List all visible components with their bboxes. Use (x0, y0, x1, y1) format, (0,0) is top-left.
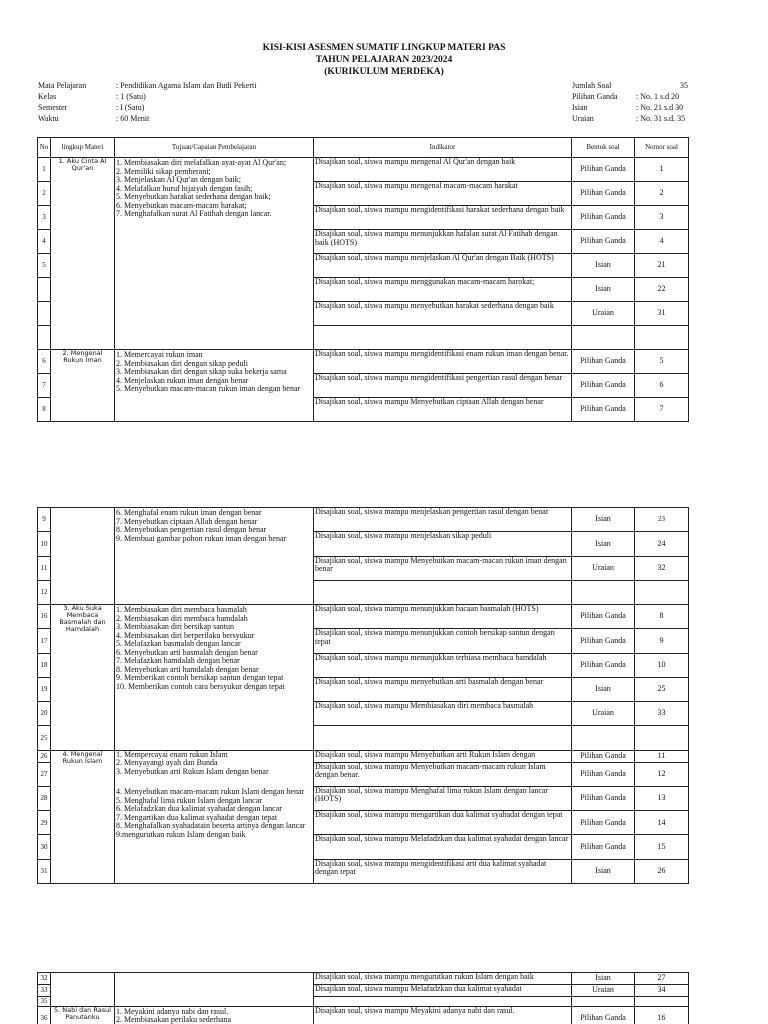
indikator-cell: Disajikan soal, siswa mampu mengidentifikasi harakat sederhana dengan baik (314, 206, 572, 230)
row-no: 16 (38, 605, 51, 629)
tujuan-item: 2. Membiasakan diri membaca hamdalah (116, 613, 248, 623)
bentuk-cell: Pilihan Ganda (572, 398, 635, 422)
tujuan-item: 2. Memiliki sikap pemberani; (116, 166, 211, 176)
row-no: 17 (38, 629, 51, 653)
row-no: 33 (38, 985, 51, 997)
nomor-cell (635, 997, 689, 1007)
tujuan-item: 9. Membuat gambar pohon rukun iman dengan benar (116, 533, 287, 543)
nomor-cell: 10 (635, 653, 689, 677)
tujuan-item: 1. Mempercayai enam rukun Islam (116, 750, 228, 759)
col-header-tujuan: Tujuan/Capaian Pembelajaran (115, 138, 314, 158)
row-no: 32 (38, 973, 51, 985)
col-header-nomor: Nomor soal (635, 138, 689, 158)
nomor-cell: 26 (635, 859, 689, 883)
materi-cell: 3. Aku Suka Membaca Basmalah dan Hamdalah (51, 605, 115, 751)
indikator-cell: Disajikan soal, siswa mampu menyebutkan harakat sederhana dengan baik (314, 302, 572, 326)
row-no: 1 (38, 158, 51, 182)
bentuk-cell: Pilihan Ganda (572, 762, 635, 786)
title-line-2: TAHUN PELAJARAN 2023/2024 (315, 55, 453, 65)
materi-cell (51, 508, 115, 605)
kisi-table-part-3 (37, 972, 689, 1024)
nomor-cell: 22 (635, 278, 689, 302)
meta-value: 35 (680, 81, 688, 90)
bentuk-cell: Isian (572, 973, 635, 985)
col-header-no: No (38, 138, 51, 158)
bentuk-cell: Pilihan Ganda (572, 158, 635, 182)
indikator-cell: Disajikan soal, siswa mampu menjelaskan Al Qur'an dengan Baik (HOTS) (314, 254, 572, 278)
indikator-cell: Disajikan soal, siswa mampu Menyebutkan macam-macam rukun Islam dengan benar. (314, 762, 572, 786)
tujuan-item: 1. Memercayai rukun iman (116, 350, 203, 359)
tujuan-cell (115, 750, 314, 884)
indikator-cell (314, 580, 572, 604)
tujuan-item: 6. Melafadzkan dua kalimat syahadat dengan lancar (116, 804, 282, 813)
bentuk-cell: Pilihan Ganda (572, 374, 635, 398)
bentuk-cell: Isian (572, 859, 635, 883)
bentuk-cell: Pilihan Ganda (572, 750, 635, 762)
bentuk-cell: Isian (572, 254, 635, 278)
row-no: 2 (38, 182, 51, 206)
tujuan-item: 3. Membiasakan diri dengan sikap suka bekerja sama (116, 367, 287, 376)
row-no: 30 (38, 835, 51, 859)
tujuan-item: 3. Menyebutkan arti Rukun Islam dengan benar (116, 766, 269, 776)
row-no: 35 (38, 997, 51, 1007)
tujuan-item: 9. Memberikan contoh bersikap santun dengan tepat (116, 673, 284, 682)
nomor-cell: 21 (635, 254, 689, 278)
materi-cell: 5. Nabi dan Rasul Panutanku (51, 1006, 115, 1024)
tujuan-item: 4. Membiasakan diri berperilaku bersyukur (116, 630, 255, 640)
row-no (38, 326, 51, 350)
indikator-cell: Disajikan soal, siswa mampu Melafadzkan dua kalimat syahadat dengan lancar (314, 835, 572, 859)
tujuan-item: 3. Membiasakan diri bersikap santun (116, 622, 234, 631)
col-header-bentuk: Bentuk soal (572, 138, 635, 158)
meta-label: Pilihan Ganda (572, 92, 618, 101)
nomor-cell: 9 (635, 629, 689, 653)
materi-cell: 1. Aku Cinta Al Qur'an (51, 158, 115, 350)
row-no: 12 (38, 580, 51, 604)
meta-value: : No. 21 s.d 30 (636, 103, 684, 112)
bentuk-cell: Pilihan Ganda (572, 182, 635, 206)
row-no (38, 278, 51, 302)
materi-cell: 4. Mengenal Rukun Islam (51, 750, 115, 884)
nomor-cell: 33 (635, 702, 689, 726)
indikator-cell: Disajikan soal, siswa mampu Membiasakan diri membaca basmalah (314, 702, 572, 726)
indikator-cell: Disajikan soal, siswa mampu Menyebutkan macam-macan rukun iman dengan benar (314, 556, 572, 580)
row-no (38, 302, 51, 326)
tujuan-item: 2. Menyayangi ayah dan Bunda (116, 758, 218, 767)
row-no: 20 (38, 702, 51, 726)
tujuan-item: 7. Melafazkan hamdalah dengan benar (116, 656, 240, 665)
row-no: 4 (38, 230, 51, 254)
bentuk-cell (572, 726, 635, 750)
tujuan-item: 8. Menyebutkan pengertian rasul dengan benar (116, 525, 267, 534)
meta-label: Jumlah Soal (572, 81, 612, 90)
row-no: 26 (38, 750, 51, 762)
meta-label: Uraian (572, 114, 594, 123)
row-no: 18 (38, 653, 51, 677)
tujuan-item: 2. Membiasakan perilaku sederhana (116, 1015, 232, 1024)
meta-value: : 1 (Satu) (116, 92, 146, 101)
meta-right-labels (572, 80, 618, 124)
tujuan-item: 7. Mengartikan dua kalimat syahadat dengan tepat (116, 812, 278, 822)
col-header-materi: lingkup Materi (51, 138, 115, 158)
nomor-cell: 14 (635, 811, 689, 835)
bentuk-cell (572, 580, 635, 604)
row-no: 36 (38, 1006, 51, 1024)
tujuan-item: 10. Memberikan contoh cara bersyukur dengan tepat (116, 681, 285, 691)
meta-value: : No. 31 s.d. 35 (636, 114, 686, 123)
tujuan-cell (115, 350, 314, 422)
row-no: 8 (38, 398, 51, 422)
meta-value: : Pendidikan Agama Islam dan Budi Pekerti (116, 81, 257, 90)
nomor-cell: 3 (635, 206, 689, 230)
indikator-cell: Disajikan soal, siswa mampu mengartikan dua kalimat syahadat dengan tepat (314, 811, 572, 835)
nomor-cell: 24 (635, 532, 689, 556)
indikator-cell: Disajikan soal, siswa mampu menunjukkan hafalan surat Al Fatihah dengan baik (HOTS) (314, 230, 572, 254)
indikator-cell: Disajikan soal, siswa mampu Menghafal lima rukun Islam dengan lancar (HOTS) (314, 786, 572, 810)
tujuan-item: 1. Membiasakan diri membaca basmalah (116, 605, 247, 614)
indikator-cell (314, 326, 572, 350)
nomor-cell: 16 (635, 1006, 689, 1024)
tujuan-item: 6. Menghafal enam rukun iman dengan benar (116, 508, 262, 517)
tujuan-item: 9.mengurutkan rukun Islam dengan baik (116, 829, 246, 839)
bentuk-cell (572, 326, 635, 350)
indikator-cell: Disajikan soal, siswa mampu Menyebutkan arti Rukun Islam dengan (314, 750, 572, 762)
row-no: 7 (38, 374, 51, 398)
nomor-cell (635, 580, 689, 604)
tujuan-item: 7. Menghafalkan surat Al Fatihah dengan lancar. (116, 209, 272, 218)
indikator-cell (314, 997, 572, 1007)
indikator-cell: Disajikan soal, siswa mampu Meyakini adanya nabi dan rasul. (314, 1006, 572, 1024)
tujuan-item: 4. Menjelaskan rukun iman dengan benar (116, 375, 249, 385)
tujuan-item: 8. Menyebutkan arti hamdalah dengan benar (116, 664, 259, 674)
materi-cell: 2. Mengenal Rukun Iman (51, 350, 115, 422)
materi-cell (51, 973, 115, 1007)
nomor-cell: 31 (635, 302, 689, 326)
nomor-cell: 5 (635, 350, 689, 374)
indikator-cell: Disajikan soal, siswa mampu mengidentifikasi pengertian rasul dengan benar (314, 374, 572, 398)
nomor-cell: 23 (635, 508, 689, 532)
title-line-3: (KURIKULUM MERDEKA) (324, 67, 444, 77)
meta-value: : I (Satu) (116, 103, 145, 112)
row-no: 29 (38, 811, 51, 835)
meta-label: Isian (572, 103, 588, 112)
nomor-cell: 25 (635, 677, 689, 701)
nomor-cell: 27 (635, 973, 689, 985)
row-no: 11 (38, 556, 51, 580)
nomor-cell: 12 (635, 762, 689, 786)
nomor-cell: 4 (635, 230, 689, 254)
nomor-cell: 8 (635, 605, 689, 629)
meta-value: : No. 1 s.d 20 (636, 92, 680, 101)
indikator-cell: Disajikan soal, siswa mampu mengenal Al Qur'an dengan baik (314, 158, 572, 182)
nomor-cell: 6 (635, 374, 689, 398)
indikator-cell: Disajikan soal, siswa mampu mengidentifikasi enam rukun iman dengan benar. (314, 350, 572, 374)
bentuk-cell: Uraian (572, 302, 635, 326)
bentuk-cell: Pilihan Ganda (572, 605, 635, 629)
tujuan-item: 5. Menghafal lima rukun Islam dengan lancar (116, 795, 262, 805)
row-no: 5 (38, 254, 51, 278)
bentuk-cell: Uraian (572, 702, 635, 726)
indikator-cell: Disajikan soal, siswa mampu menjelaskan pengertian rasul dengan benar (314, 508, 572, 532)
tujuan-item: 7. Menyebutkan ciptaan Allah dengan benar (116, 516, 258, 526)
row-no: 6 (38, 350, 51, 374)
indikator-cell: Disajikan soal, siswa mampu Melafadzkan dua kalimat syahadat (314, 985, 572, 997)
col-header-indikator: Indikator (314, 138, 572, 158)
row-no: 10 (38, 532, 51, 556)
indikator-cell: Disajikan soal, siswa mampu menunjukkan contoh bersikap santun dengan tepat (314, 629, 572, 653)
row-no: 27 (38, 762, 51, 786)
indikator-cell: Disajikan soal, siswa mampu menunjukkan terbiasa membaca hamdalah (314, 653, 572, 677)
nomor-cell: 2 (635, 182, 689, 206)
nomor-cell: 1 (635, 158, 689, 182)
bentuk-cell: Pilihan Ganda (572, 350, 635, 374)
meta-value: : 60 Menit (116, 114, 150, 123)
tujuan-item: 8. Menghafalkan syahadatain beserta artinya dengan lancar (116, 821, 306, 830)
nomor-cell: 7 (635, 398, 689, 422)
row-no: 28 (38, 786, 51, 810)
bentuk-cell: Pilihan Ganda (572, 230, 635, 254)
tujuan-item: 1. Meyakini adanya nabi dan rasul. (116, 1006, 229, 1016)
row-no: 3 (38, 206, 51, 230)
bentuk-cell: Pilihan Ganda (572, 1006, 635, 1024)
bentuk-cell: Uraian (572, 985, 635, 997)
bentuk-cell: Pilihan Ganda (572, 629, 635, 653)
row-no: 9 (38, 508, 51, 532)
tujuan-item: 3. Menjelaskan Al Qur'an dengan baik; (116, 175, 241, 184)
tujuan-item: 2. Membiasakan diri dengan sikap peduli (116, 358, 248, 368)
bentuk-cell: Pilihan Ganda (572, 653, 635, 677)
nomor-cell: 34 (635, 985, 689, 997)
indikator-cell: Disajikan soal, siswa mampu Menyebutkan ciptaan Allah dengan benar (314, 398, 572, 422)
indikator-cell: Disajikan soal, siswa mampu menjelaskan sikap peduli (314, 532, 572, 556)
indikator-cell: Disajikan soal, siswa mampu menyebutkan arti basmalah dengan benar (314, 677, 572, 701)
meta-right-values (636, 80, 688, 124)
tujuan-item: 6. Menyebutkan arti basmalah dengan benar (116, 647, 258, 657)
tujuan-cell (115, 605, 314, 751)
meta-label: Semester (38, 103, 68, 112)
indikator-cell: Disajikan soal, siswa mampu mengenal macam-macam harakat (314, 182, 572, 206)
bentuk-cell: Isian (572, 532, 635, 556)
nomor-cell (635, 726, 689, 750)
bentuk-cell: Pilihan Ganda (572, 811, 635, 835)
meta-left-values (116, 80, 256, 124)
tujuan-cell (115, 158, 314, 350)
tujuan-item: 4. Melafalkan huruf hijaiyah dengan fasih; (116, 183, 253, 193)
bentuk-cell (572, 997, 635, 1007)
bentuk-cell: Pilihan Ganda (572, 206, 635, 230)
kisi-table-part-1 (37, 137, 689, 422)
meta-label: Kelas (38, 92, 57, 101)
tujuan-item: 5. Melafazkan basmalah dengan lancar (116, 639, 241, 648)
meta-label: Waktu (38, 114, 59, 123)
tujuan-item: 5. Menyebutkan harakat sederhana dengan baik; (116, 192, 271, 201)
bentuk-cell: Isian (572, 278, 635, 302)
tujuan-item: 4. Menyebutkan macam-macam rukun Islam dengan benar (116, 787, 305, 796)
nomor-cell: 11 (635, 750, 689, 762)
row-no: 19 (38, 677, 51, 701)
bentuk-cell: Uraian (572, 556, 635, 580)
tujuan-cell (115, 508, 314, 605)
indikator-cell: Disajikan soal, siswa mampu mengurutkan rukun Islam dengan baik (314, 973, 572, 985)
nomor-cell: 32 (635, 556, 689, 580)
indikator-cell: Disajikan soal, siswa mampu menggunakan macam-macam harokat; (314, 278, 572, 302)
row-no: 25 (38, 726, 51, 750)
bentuk-cell: Pilihan Ganda (572, 835, 635, 859)
kisi-table-part-2 (37, 507, 689, 884)
tujuan-item: 1. Membiasakan diri melafalkan ayat-ayat Al Qur'an; (116, 158, 287, 167)
bentuk-cell: Pilihan Ganda (572, 786, 635, 810)
meta-label: Mata Pelajaran (38, 81, 87, 90)
title-line-1: KISI-KISI ASESMEN SUMATIF LINGKUP MATERI PAS (262, 43, 506, 53)
meta-left-labels (38, 80, 86, 124)
nomor-cell: 15 (635, 835, 689, 859)
nomor-cell: 13 (635, 786, 689, 810)
indikator-cell: Disajikan soal, siswa mampu menunjukkan bacaan basmalah (HOTS) (314, 605, 572, 629)
row-no: 31 (38, 859, 51, 883)
tujuan-item: 6. Menyebutkan macam-macam harakat; (116, 200, 247, 210)
indikator-cell: Disajikan soal, siswa mampu mengidentifikasi arti dua kalimat syahadat dengan tepat (314, 859, 572, 883)
tujuan-cell (115, 1006, 314, 1024)
indikator-cell (314, 726, 572, 750)
bentuk-cell: Isian (572, 677, 635, 701)
nomor-cell (635, 326, 689, 350)
tujuan-item: 5. Menyebutkan macam-macan rukun iman dengan benar (116, 384, 301, 393)
doc-title (0, 42, 768, 78)
tujuan-cell (115, 973, 314, 1007)
bentuk-cell: Isian (572, 508, 635, 532)
